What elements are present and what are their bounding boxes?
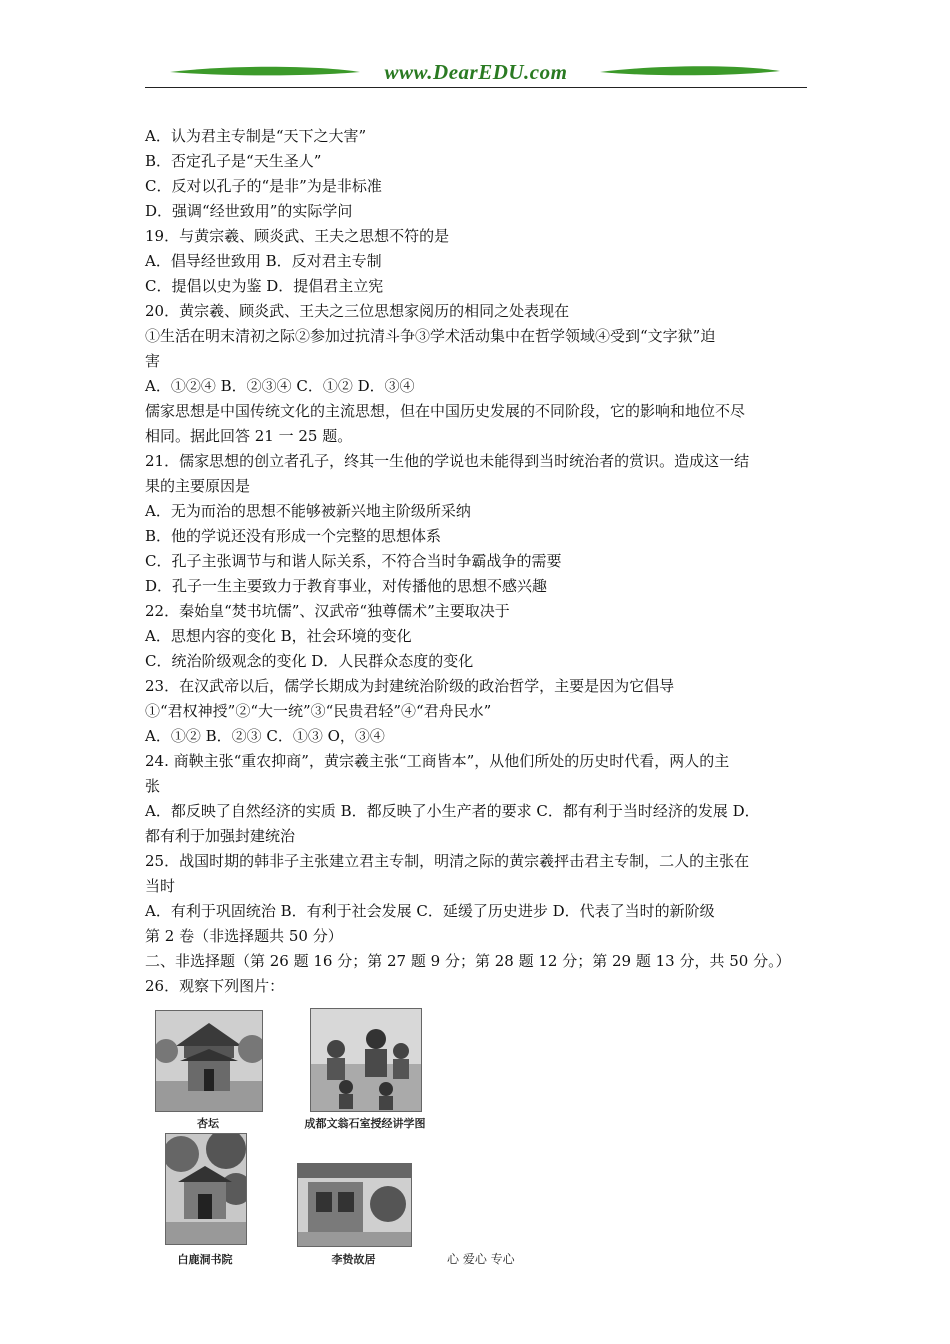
photo-li-zhi-former-residence <box>297 1163 412 1247</box>
text-line: 二、非选择题（第 26 题 16 分；第 27 题 9 分；第 28 题 12 分；第 29 题 13 分，共 50 分。） <box>145 952 791 970</box>
text-line: 张 <box>145 777 161 795</box>
text-line: A．无为而治的思想不能够被新兴地主阶级所采纳 <box>145 502 471 520</box>
text-line: A．①② B．②③ C．①③ O，③④ <box>145 727 385 745</box>
text-line: 第 2 卷（非选择题共 50 分） <box>145 927 343 945</box>
text-line: D．强调“经世致用”的实际学问 <box>145 202 353 220</box>
text-line: 24. 商鞅主张“重农抑商”，黄宗羲主张“工商皆本”，从他们所处的历史时代看，两人的主 <box>145 752 730 770</box>
text-line: A．认为君主专制是“天下之大害” <box>145 127 367 145</box>
text-line: A．都反映了自然经济的实质 B．都反映了小生产者的要求 C．都有利于当时经济的发展 D． <box>145 802 760 820</box>
photo-bailudong-academy <box>165 1133 247 1245</box>
page-header <box>145 60 807 92</box>
text-line: 25．战国时期的韩非子主张建立君主专制，明清之际的黄宗羲抨击君主专制，二人的主张在 <box>145 852 750 870</box>
text-line: A．有利于巩固统治 B．有利于社会发展 C．延缓了历史进步 D．代表了当时的新阶级 <box>145 902 715 920</box>
text-line: C．孔子主张调节与和谐人际关系，不符合当时争霸战争的需要 <box>145 552 562 570</box>
text-line: A．倡导经世致用 B．反对君主专制 <box>145 252 382 270</box>
text-line: B．他的学说还没有形成一个完整的思想体系 <box>145 527 442 545</box>
text-line: A．①②④ B．②③④ C．①② D．③④ <box>145 377 415 395</box>
text-line: 23．在汉武帝以后，儒学长期成为封建统治阶级的政治哲学，主要是因为它倡导 <box>145 677 675 695</box>
text-line: C．提倡以史为鉴 D．提倡君主立宪 <box>145 277 384 295</box>
text-line: 果的主要原因是 <box>145 477 251 495</box>
text-line: D．孔子一生主要致力于教育事业，对传播他的思想不感兴趣 <box>145 577 548 595</box>
photo-caption-xingtan: 杏坛 <box>197 1117 219 1130</box>
photo-caption-wenweng-shishi: 成都文翁石室授经讲学图 <box>304 1117 426 1130</box>
text-line: B．否定孔子是“天生圣人” <box>145 152 322 170</box>
photo-wenweng-shishi <box>310 1008 422 1112</box>
question-body <box>145 124 810 999</box>
text-line: ①生活在明末清初之际②参加过抗清斗争③学术活动集中在哲学领域④受到“文字狱”迫 <box>145 327 716 345</box>
text-line: ①“君权神授”②“大一统”③“民贵君轻”④“君舟民水” <box>145 702 492 720</box>
text-line: C．统治阶级观念的变化 D．人民群众态度的变化 <box>145 652 474 670</box>
header-rule <box>145 87 807 88</box>
text-line: 19．与黄宗羲、顾炎武、王夫之思想不符的是 <box>145 227 450 245</box>
photo-caption-li-zhi-former-residence: 李贽故居 <box>331 1253 376 1266</box>
photo-xingtan <box>155 1010 263 1112</box>
text-line: C．反对以孔子的“是非”为是非标准 <box>145 177 382 195</box>
footer-motto: 心 爱心 专心 <box>447 1252 515 1266</box>
photo-caption-bailudong-academy: 白鹿洞书院 <box>177 1253 233 1266</box>
text-line: 20．黄宗羲、顾炎武、王夫之三位思想家阅历的相同之处表现在 <box>145 302 570 320</box>
text-line: 当时 <box>145 877 176 895</box>
text-line: 都有利于加强封建统治 <box>145 827 296 845</box>
text-line: 相同。据此回答 21 一 25 题。 <box>145 427 353 445</box>
text-line: 26．观察下列图片： <box>145 977 285 995</box>
text-line: 21．儒家思想的创立者孔子，终其一生他的学说也未能得到当时统治者的赏识。造成这一结 <box>145 452 750 470</box>
text-line: A．思想内容的变化 B，社会环境的变化 <box>145 627 412 645</box>
text-line: 儒家思想是中国传统文化的主流思想，但在中国历史发展的不同阶段，它的影响和地位不尽 <box>145 402 746 420</box>
text-line: 害 <box>145 352 161 370</box>
figure-group <box>150 1005 550 1270</box>
site-logo-text: www.DearEDU.com <box>384 60 568 84</box>
text-line: 22．秦始皇“焚书坑儒”、汉武帝“独尊儒术”主要取决于 <box>145 602 510 620</box>
